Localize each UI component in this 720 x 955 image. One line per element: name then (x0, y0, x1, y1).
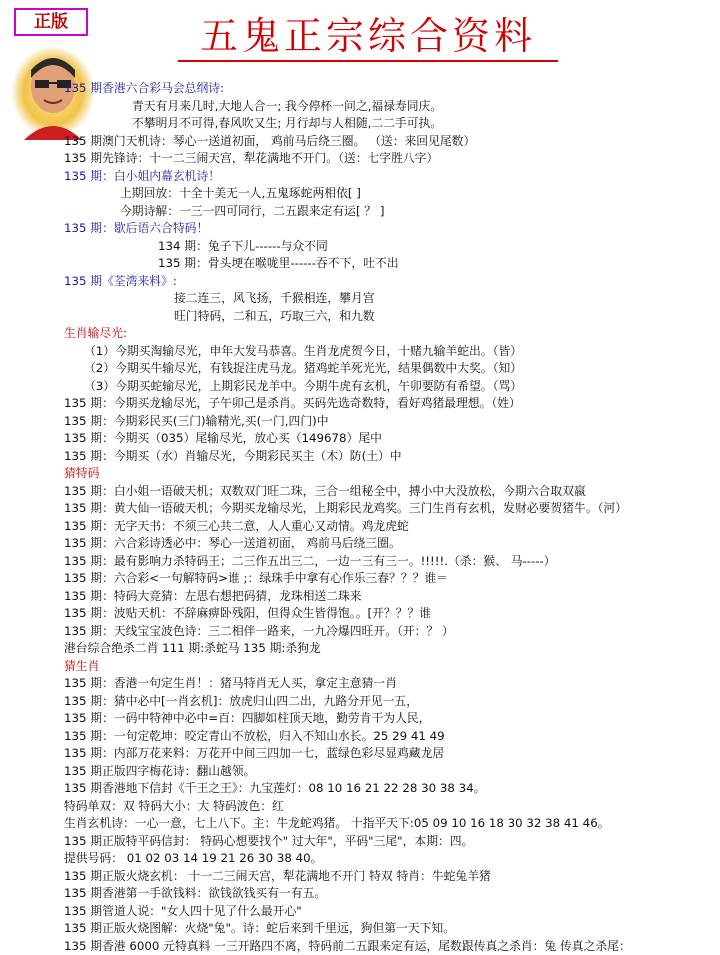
text-line: 135 期正版火烧玄机： 十一二三闹天宫，犁花满地不开门 特双 特肖：牛蛇兔羊猪 (64, 868, 714, 886)
text-line: 提供号码： 01 02 03 14 19 21 26 30 38 40。 (64, 850, 714, 868)
text-line: 135 期：黄大仙一语破天机；今期买龙输尽光，上期彩民龙鸡奖。三门生肖有玄机，发财必要贺猪牛。（河） (64, 500, 714, 518)
text-line: 135 期《荃湾来料》: (64, 273, 714, 291)
text-line: 135 期澳门天机诗：琴心一送道初面， 鸡前马后绕三圈。 （送：来回见尾数） (64, 133, 714, 151)
text-line: 135 期香港地下信封《千王之王》：九宝莲灯：08 10 16 21 22 28 30 38 34。 (64, 780, 714, 798)
text-line: 135 期：一句定乾坤：咬定青山不放松，归入不知山水长。25 29 41 49 (64, 728, 714, 746)
text-line: 特码单双：双 特码大小：大 特码波色：红 (64, 798, 714, 816)
text-line: 猜生肖 (64, 658, 714, 676)
text-line: 135 期：六合彩诗透必中：琴心一送道初面， 鸡前马后绕三圈。 (64, 535, 714, 553)
text-line: 135 期：白小姐内幕玄机诗！ (64, 168, 714, 186)
text-line: 135 期香港六合彩马会总纲诗: (64, 80, 714, 98)
text-line: 上期回放：十全十美无一人,五鬼琢蛇两相依[ ] (64, 185, 714, 203)
text-line: 生肖玄机诗：一心一意，七上八下。主：牛龙蛇鸡猪。 十指平天下:05 09 10 16 18 30 32 38 41 46。 (64, 815, 714, 833)
text-line: 135 期：特码大竞猜：左思右想把码猜，龙珠相送二珠来 (64, 588, 714, 606)
text-line: 135 期：今期彩民买(三门)输精光,买(一门,四门)中 (64, 413, 714, 431)
text-line: 港台综合绝杀二肖 111 期:杀蛇马 135 期:杀狗龙 (64, 640, 714, 658)
text-line: 今期诗解：一三一四可同行，二五跟来定有运[ ？ ] (64, 203, 714, 221)
text-line: 135 期香港 6000 元特真料 一三开路四不离，特码前二五跟来定有运，尾数跟传真之杀肖：兔 传真之杀尾： (64, 938, 714, 955)
text-line: （2）今期买牛输尽光，有钱捉注虎马龙。猪鸡蛇羊死光光，结果偶数中大奖。（知） (64, 360, 714, 378)
text-line: 135 期：最有影响力杀特码王；二三作五出三二，一边一三有三一。!!!!!.（杀：猴、 马-----） (64, 553, 714, 571)
text-line: 135 期：今期买龙输尽光，子午卯己是杀肖。买码先选奇数特，看好鸡猪最理想。（姓） (64, 395, 714, 413)
text-line: 135 期：六合彩<一句解特码>谁 ;：绿珠手中拿有心作乐三春？？？谁＝ (64, 570, 714, 588)
text-line: 135 期先锋诗：十一二三闹天宫，犁花满地不开门。（送：七字胜八字） (64, 150, 714, 168)
text-line: 不攀明月不可得,春风吹又生; 月行却与人相随,二二手可执。 (64, 115, 714, 133)
text-line: （1）今期买淘输尽光，申年大发马恭喜。生肖龙虎贺今日，十赌九输羊蛇出。（皆） (64, 343, 714, 361)
text-line: 135 期：今期买（水）肖输尽光，今期彩民买主（木）防(土）中 (64, 448, 714, 466)
text-line: 135 期正版四字梅花诗：翻山越领。 (64, 763, 714, 781)
text-line: 旺门特码，二和五，巧取三六，和九数 (64, 308, 714, 326)
genuine-badge: 正版 (14, 8, 88, 36)
text-line: 135 期：白小姐一语破天机；双数双门旺二珠，三合一组秘全中，搏小中大没放松，今期六合取双嬴 (64, 483, 714, 501)
text-line: 青天有月来几时,大地人合一; 我今停杯一问之,福禄寿同庆。 (64, 98, 714, 116)
text-line: （3）今期买蛇输尽光，上期彩民龙羊中。今期牛虎有玄机，午卯要防有希望。（骂） (64, 378, 714, 396)
text-line: 猜特码 (64, 465, 714, 483)
text-line: 生肖输尽光: (64, 325, 714, 343)
text-line: 134 期：兔子下儿------与众不同 (64, 238, 714, 256)
content-body (64, 80, 714, 955)
text-line: 接二连三，风飞扬，千猴相连，攀月宫 (64, 290, 714, 308)
text-line: 135 期：天线宝宝波色诗：三二相伴一路来，一九冷爆四旺开。（开：？ ） (64, 623, 714, 641)
text-line: 135 期：骨头埂在喉咙里------吞不下，吐不出 (64, 255, 714, 273)
text-line: 135 期正版火烧图解：火烧"兔"。诗：蛇后来到千里远，狗但第一天下知。 (64, 920, 714, 938)
page-title: 五鬼正宗综合资料 (178, 12, 558, 62)
text-line: 135 期：香港一句定生肖！：猪马特肖无人买，拿定主意猜一肖 (64, 675, 714, 693)
text-line: 135 期：歇后语六合特码！ (64, 220, 714, 238)
text-line: 135 期：内部万花来料：万花开中间三四加一七，蓝绿色彩尽显鸡藏龙居 (64, 745, 714, 763)
text-line: 135 期正版特平码信封： 特码心想要找个" 过大年"，平码"三尾"，本期：四。 (64, 833, 714, 851)
text-line: 135 期：一码中特神中必中=百：四脚如柱顶天地，勤劳肯干为人民， (64, 710, 714, 728)
text-line: 135 期：今期买（035）尾输尽光，放心买（149678）尾中 (64, 430, 714, 448)
text-line: 135 期：无字天书：不须三心共二意，人人重心又动情。鸡龙虎蛇 (64, 518, 714, 536)
text-line: 135 期管道人说："女人四十见了什么最开心" (64, 903, 714, 921)
text-line: 135 期：波贴天机：不辞麻痹卧残阳，但得众生皆得饱。。[开？？？谁 (64, 605, 714, 623)
text-line: 135 期：猜中必中[一肖玄机]：放虎归山四二出，九路分开见一五， (64, 693, 714, 711)
text-line: 135 期香港第一手欲钱料：欲钱欲钱买有一有五。 (64, 885, 714, 903)
